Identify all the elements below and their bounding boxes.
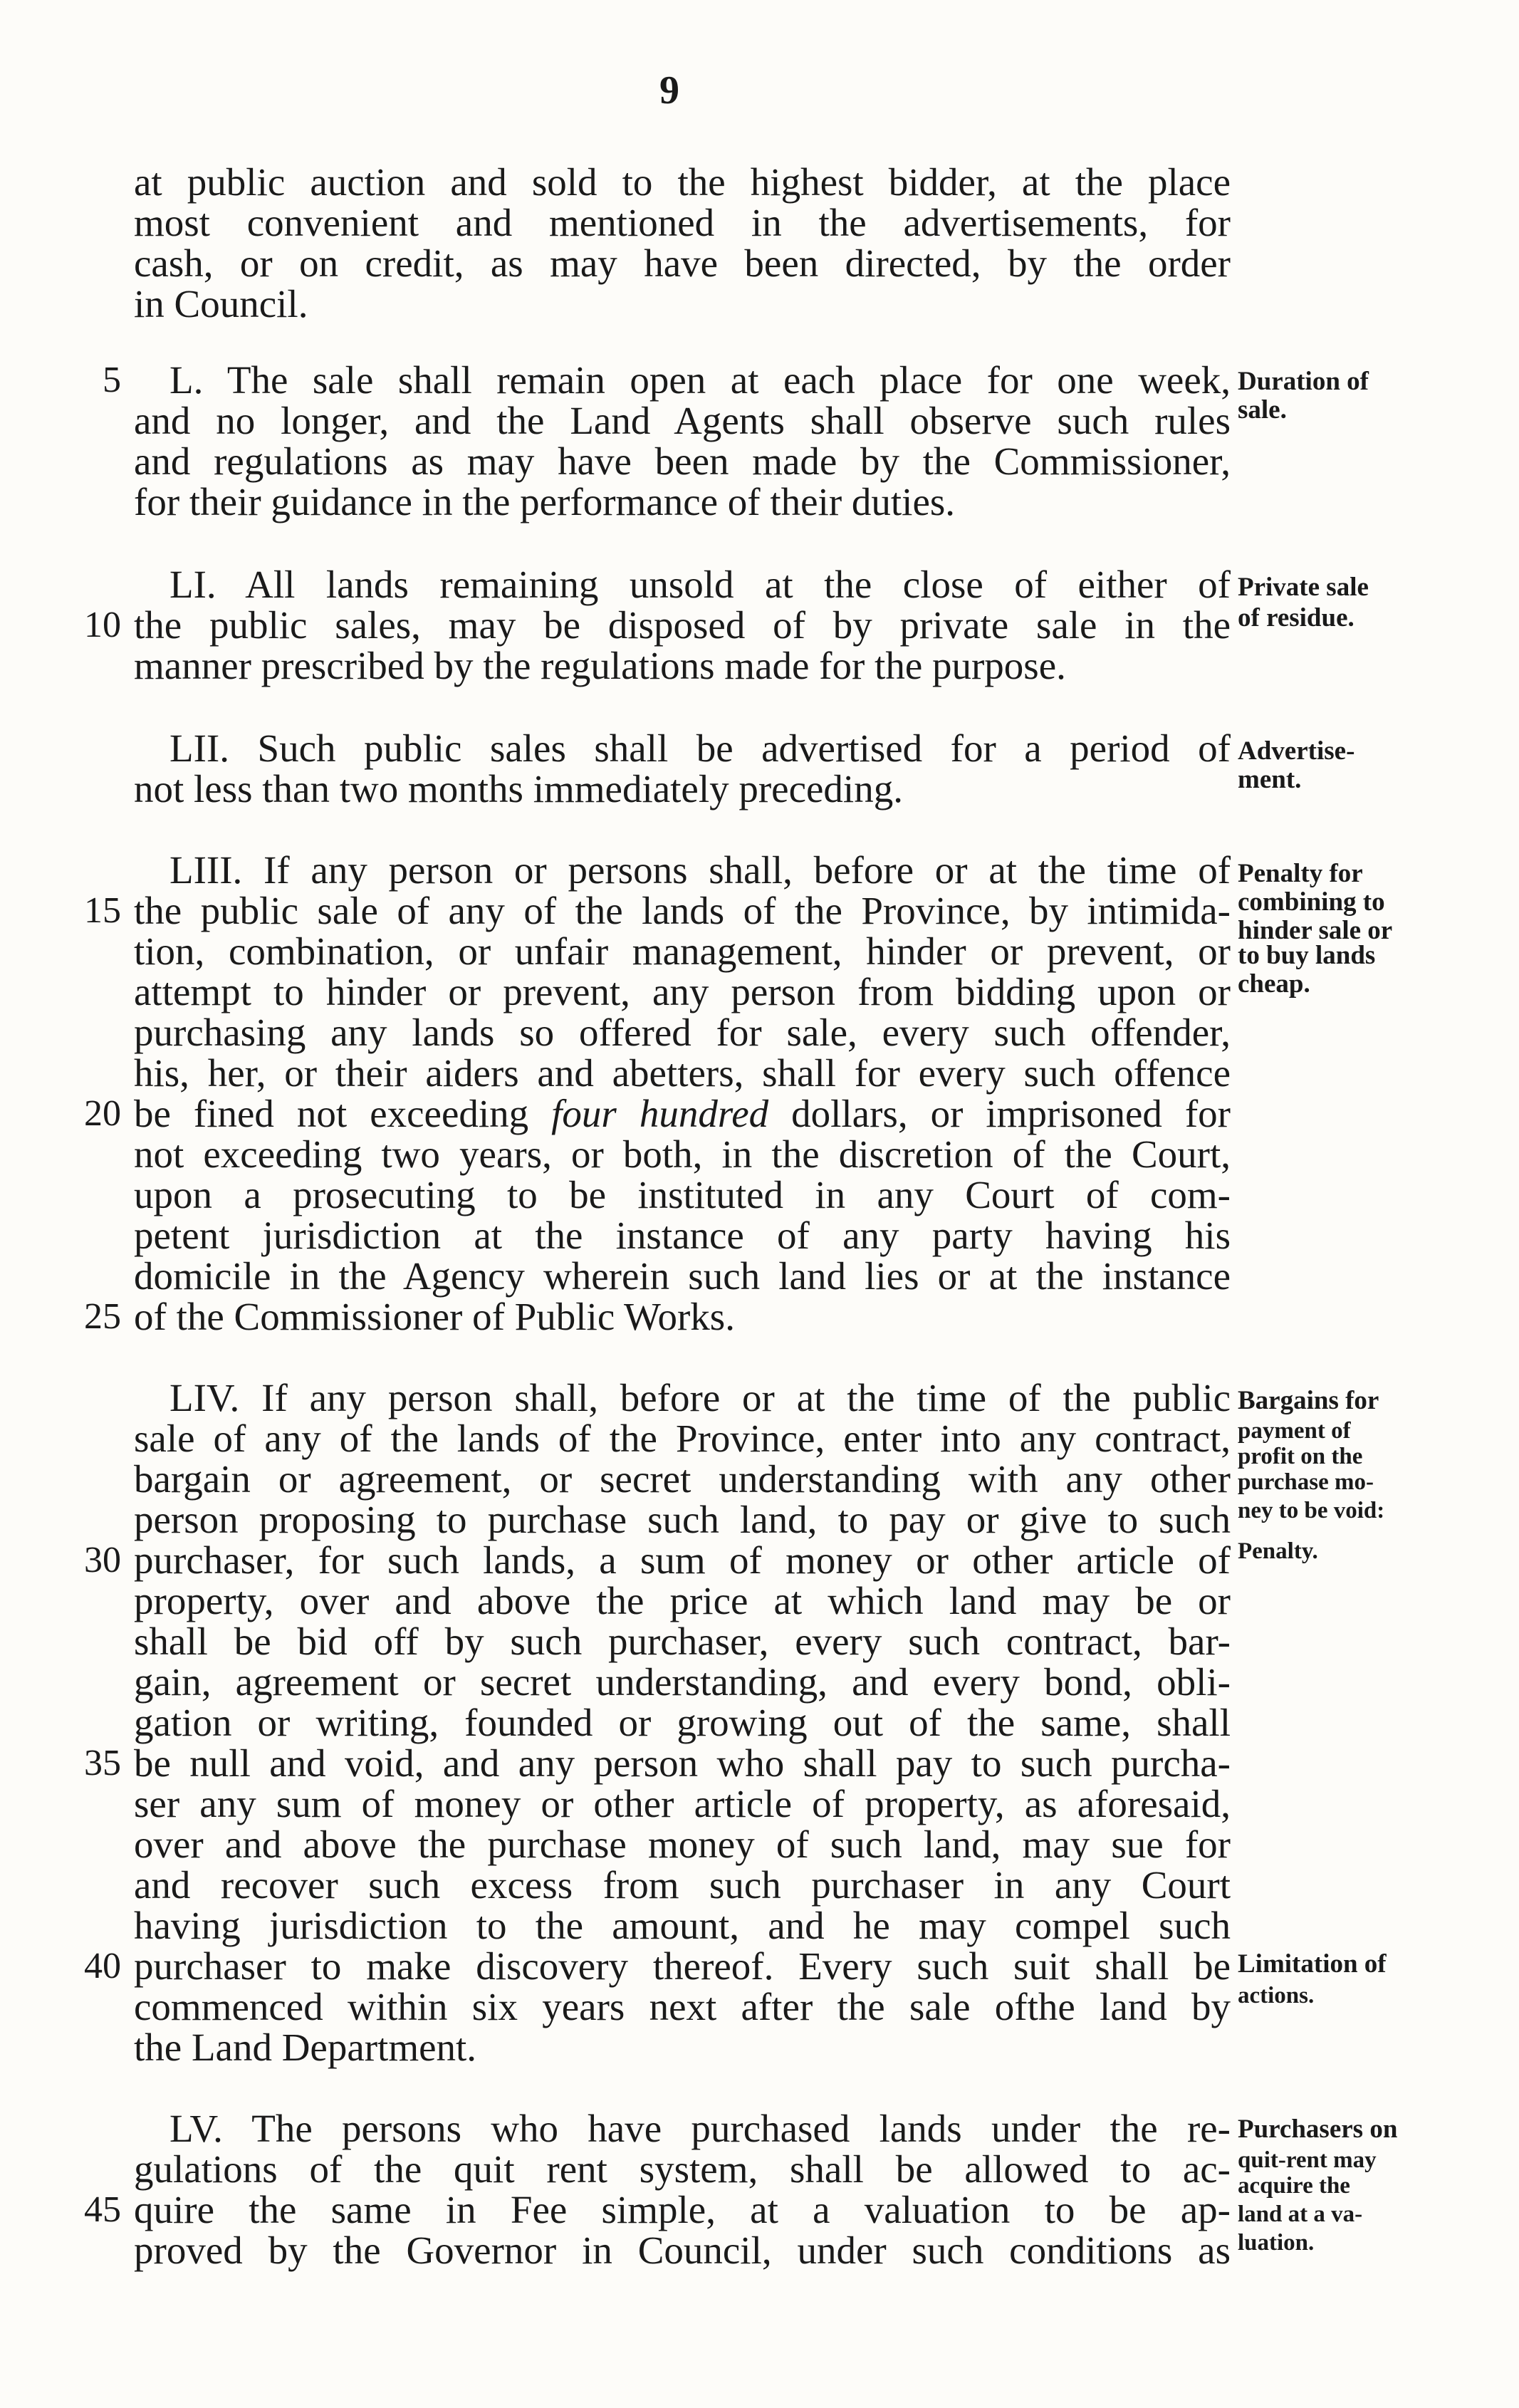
section-LII-line: [134, 726, 1231, 771]
text-line: [134, 1092, 1231, 1136]
text-line: the public sales, may be disposed of by private sale in the: [134, 603, 1231, 647]
section-number: L.: [169, 358, 204, 402]
section-L-line: [134, 358, 1231, 402]
section-number: LIV.: [169, 1376, 240, 1419]
line-number: 45: [84, 2189, 121, 2230]
section-number: LV.: [169, 2107, 223, 2150]
line-number: 20: [84, 1093, 121, 1134]
margin-note-line: actions.: [1238, 1983, 1315, 2008]
margin-note-line: Penalty.: [1238, 1538, 1318, 1564]
page-number: 9: [659, 68, 679, 113]
line-number: 40: [84, 1946, 121, 1986]
section-number: LIII.: [169, 848, 243, 892]
text-line: in Council.: [134, 282, 308, 325]
text-line: his, her, or their aiders and abetters, shall for every such offence: [134, 1051, 1231, 1095]
line-number: 25: [84, 1296, 121, 1337]
text-line: property, over and above the price at which land may be or: [134, 1579, 1231, 1622]
text-line: the public sale of any of the lands of the Province, by intimida-: [134, 889, 1231, 932]
section-LIII-line: [134, 848, 1231, 892]
text-line: ser any sum of money or other article of property, as aforesaid,: [134, 1782, 1231, 1825]
margin-note-line: ment.: [1238, 765, 1302, 794]
margin-note-line: Penalty for: [1238, 859, 1363, 888]
section-LV-line: [134, 2107, 1231, 2151]
section-number: LI.: [169, 563, 216, 606]
italic-amount: four hundred: [551, 1092, 769, 1135]
margin-note-line: Bargains for: [1238, 1386, 1379, 1415]
text-line: of the Commissioner of Public Works.: [134, 1295, 735, 1338]
text-span: dollars, or imprisoned for: [791, 1092, 1231, 1135]
text-line: manner prescribed by the regulations made for the purpose.: [134, 644, 1066, 687]
text-span: If any person shall, before or at the time of the public: [261, 1376, 1231, 1419]
margin-note-line: Advertise-: [1238, 736, 1355, 766]
text-line: gation or writing, founded or growing out of the same, shall: [134, 1701, 1231, 1744]
text-line: and recover such excess from such purchaser in any Court: [134, 1863, 1231, 1907]
text-span: The sale shall remain open at each place for one week,: [226, 358, 1231, 402]
text-line: the Land Department.: [134, 2026, 477, 2069]
line-number: 30: [84, 1540, 121, 1580]
margin-note-line: acquire the: [1238, 2173, 1350, 2199]
text-line: sale of any of the lands of the Province, enter into any contract,: [134, 1417, 1231, 1460]
text-line: person proposing to purchase such land, to pay or give to such: [134, 1498, 1231, 1541]
text-line: bargain or agreement, or secret understanding with any other: [134, 1457, 1231, 1501]
text-span: The persons who have purchased lands under the re-: [251, 2107, 1231, 2150]
line-number: 15: [84, 890, 121, 931]
text-span: Such public sales shall be advertised for a period of: [257, 726, 1231, 770]
margin-note-line: Private sale: [1238, 573, 1369, 602]
line-number: 10: [84, 605, 121, 645]
margin-note-line: purchase mo-: [1238, 1469, 1374, 1495]
section-LIV-line: [134, 1376, 1231, 1420]
text-line: tion, combination, or unfair management, hinder or prevent, or: [134, 929, 1231, 973]
margin-note-line: payment of: [1238, 1418, 1351, 1444]
text-line: gulations of the quit rent system, shall be allowed to ac-: [134, 2147, 1231, 2191]
section-LI-line: [134, 563, 1231, 607]
text-span: be fined not exceeding: [134, 1092, 552, 1135]
text-span: All lands remaining unsold at the close of either of: [245, 563, 1231, 606]
text-line: be null and void, and any person who shall pay to such purcha-: [134, 1741, 1231, 1785]
text-line: attempt to hinder or prevent, any person from bidding upon or: [134, 970, 1231, 1013]
text-line: at public auction and sold to the highest bidder, at the place: [134, 160, 1231, 204]
text-line: and no longer, and the Land Agents shall observe such rules: [134, 399, 1231, 442]
text-line: commenced within six years next after the sale ofthe land by: [134, 1985, 1231, 2028]
margin-note-line: profit on the: [1238, 1444, 1363, 1469]
text-line: having jurisdiction to the amount, and he may compel such: [134, 1904, 1231, 1947]
text-line: and regulations as may have been made by the Commissioner,: [134, 439, 1231, 483]
margin-note-line: Purchasers on: [1238, 2115, 1398, 2144]
text-line: most convenient and mentioned in the advertisements, for: [134, 201, 1231, 244]
text-line: purchaser, for such lands, a sum of money or other article of: [134, 1538, 1231, 1582]
margin-note-line: of residue.: [1238, 603, 1354, 632]
line-number: 5: [103, 360, 121, 400]
text-line: shall be bid off by such purchaser, every such contract, bar-: [134, 1620, 1231, 1663]
margin-note-line: luation.: [1238, 2230, 1315, 2256]
text-line: over and above the purchase money of such land, may sue for: [134, 1823, 1231, 1866]
line-number: 35: [84, 1743, 121, 1783]
margin-note-line: combining to: [1238, 887, 1385, 917]
margin-note-line: Limitation of: [1238, 1949, 1387, 1979]
section-number: LII.: [169, 726, 229, 770]
margin-note-line: sale.: [1238, 395, 1287, 424]
margin-note-line: ney to be void:: [1238, 1498, 1385, 1523]
text-line: upon a prosecuting to be instituted in any Court of com-: [134, 1173, 1231, 1216]
margin-note-line: quit-rent may: [1238, 2147, 1377, 2173]
text-line: domicile in the Agency wherein such land lies or at the instance: [134, 1254, 1231, 1298]
text-line: not less than two months immediately preceding.: [134, 767, 903, 811]
text-line: purchaser to make discovery thereof. Every such suit shall be: [134, 1944, 1231, 1988]
text-line: petent jurisdiction at the instance of any party having his: [134, 1214, 1231, 1257]
text-span: If any person or persons shall, before or at the time of: [263, 848, 1231, 892]
text-line: not exceeding two years, or both, in the discretion of the Court,: [134, 1132, 1231, 1176]
margin-note-line: Duration of: [1238, 367, 1369, 396]
margin-note-line: cheap.: [1238, 969, 1310, 999]
text-line: gain, agreement or secret understanding, and every bond, obli-: [134, 1660, 1231, 1704]
text-line: quire the same in Fee simple, at a valuation to be ap-: [134, 2188, 1231, 2231]
text-line: for their guidance in the performance of their duties.: [134, 480, 956, 523]
margin-note-line: land at a va-: [1238, 2201, 1363, 2227]
text-line: purchasing any lands so offered for sale, every such offender,: [134, 1011, 1231, 1054]
margin-note-line: to buy lands: [1238, 941, 1376, 970]
margin-note-line: hinder sale or: [1238, 916, 1393, 945]
text-line: proved by the Governor in Council, under such conditions as: [134, 2229, 1231, 2272]
text-line: cash, or on credit, as may have been directed, by the order: [134, 241, 1231, 285]
